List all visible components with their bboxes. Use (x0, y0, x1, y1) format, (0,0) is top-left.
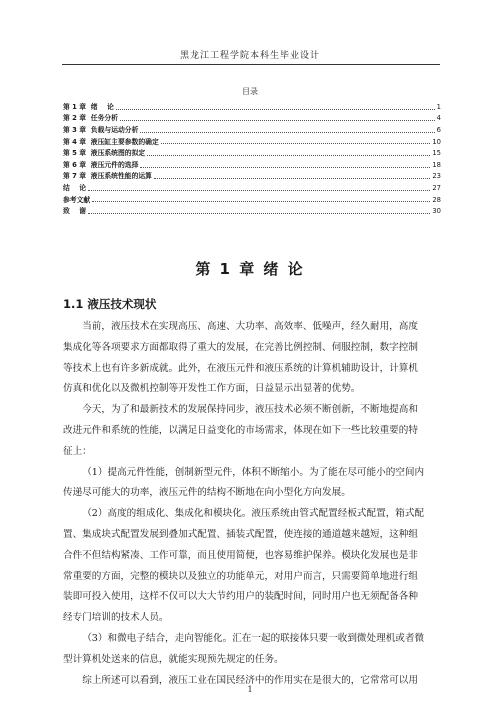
toc-entry[interactable] (63, 203, 441, 215)
paragraph-line: 今天，为了和最新技术的发展保持同步，液压技术必须不断创新，不断地提高和 (82, 404, 418, 416)
toc-entry[interactable] (63, 122, 441, 134)
toc-entry-title: 致 谢 (63, 207, 87, 216)
paragraph-line: 当前，液压技术在实现高压、高速、大功率、高效率、低噪声，经久耐用，高度 (82, 321, 418, 332)
toc-entry-title: 第 6 章 液压元件的选择 (63, 160, 139, 169)
toc-leader-dots (140, 132, 434, 133)
header-divider (62, 64, 440, 65)
toc-entry-title: 第 7 章 液压系统性能的运算 (63, 172, 152, 181)
toc-leader-dots (88, 213, 430, 214)
toc-title: 目录 (242, 87, 258, 96)
paragraph-line: （2）高度的组成化、集成化和模块化。液压系统由管式配置经板式配置，箱式配 (82, 508, 425, 520)
paragraph (63, 629, 441, 671)
toc-entry-page: 28 (432, 195, 441, 204)
toc-entry-page: 1 (436, 102, 441, 111)
paragraph-line: 仿真和优化以及微机控制等开发性工作方面，日益显示出显著的优势。 (63, 383, 361, 395)
toc-entry[interactable] (63, 134, 441, 146)
paragraph (63, 317, 441, 400)
toc-entry-page: 15 (432, 149, 441, 158)
toc-leader-dots (147, 155, 430, 156)
paragraph-line: 经专门培训的技术人员。 (63, 612, 169, 624)
paragraph-line: 集成化等各项要求方面都取得了重大的发展，在完善比例控制、伺服控制，数字控制 (63, 341, 418, 353)
toc-entry-page: 6 (436, 125, 441, 134)
toc-entry[interactable] (63, 157, 441, 169)
toc-entry-title: 结 论 (63, 183, 87, 192)
toc-leader-dots (140, 167, 430, 168)
paragraph-line: （1）提高元件性能，创制新型元件，体积不断缩小。为了能在尽可能小的空间内 (82, 466, 425, 478)
toc-leader-dots (92, 201, 430, 202)
section-heading: 1.1 液压技术现状 (63, 297, 157, 311)
table-of-contents (63, 99, 441, 215)
toc-entry-page: 23 (432, 172, 441, 181)
paragraph (63, 463, 441, 505)
paragraph-line: 综上所述可以看到，液压工业在国民经济中的作用实在是很大的，它常常可以用 (82, 674, 418, 686)
paragraph-line: （3）和微电子结合，走向智能化。汇在一起的联接体只要一收到微处理机或者微 (82, 632, 425, 644)
toc-entry-page: 10 (432, 137, 441, 146)
toc-leader-dots (88, 190, 430, 191)
toc-entry-page: 30 (432, 207, 441, 216)
paragraph (63, 400, 441, 462)
paragraph-line: 合件不但结构紧凑、工作可靠，而且使用简便，也容易维护保养。模块化发展也是非 (63, 549, 418, 561)
running-header: 黑龙江工程学院本科生毕业设计 (179, 51, 320, 61)
toc-entry-page: 27 (432, 183, 441, 192)
paragraph (63, 504, 441, 629)
paragraph-line: 征上： (63, 445, 92, 457)
toc-entry[interactable] (63, 169, 441, 181)
toc-entry[interactable] (63, 99, 441, 111)
body-text (63, 317, 441, 691)
page-number: 1 (247, 685, 253, 694)
toc-leader-dots (116, 109, 435, 110)
toc-entry-title: 第 2 章 任务分析 (63, 114, 118, 123)
toc-entry-title: 第 3 章 负载与运动分析 (63, 125, 139, 134)
toc-entry[interactable] (63, 192, 441, 204)
paragraph-line: 改进元件和系统的性能，以满足日益变化的市场需求，体现在如下一些比较重要的特 (63, 424, 418, 436)
paragraph-line: 装即可投入使用，这样不仅可以大大节约用户的装配时间，同时用户也无须配备各种 (63, 591, 418, 603)
toc-entry[interactable] (63, 111, 441, 123)
toc-entry-title: 参考文献 (63, 195, 91, 204)
toc-entry-title: 第 1 章 绪 论 (63, 102, 114, 111)
paragraph-line: 常重要的方面，完整的模块以及独立的功能单元，对用户而言，只需要简单地进行组 (63, 570, 418, 582)
toc-entry-page: 4 (436, 114, 441, 123)
toc-leader-dots (154, 178, 430, 179)
toc-leader-dots (120, 120, 435, 121)
toc-entry-page: 18 (432, 160, 441, 169)
paragraph-line: 传递尽可能大的功率，液压元件的结构不断地在向小型化方向发展。 (63, 487, 351, 499)
toc-entry[interactable] (63, 180, 441, 192)
toc-leader-dots (161, 143, 431, 144)
paragraph-line: 置、集成块式配置发展到叠加式配置、插装式配置，使连接的通道越来越短，这种组 (63, 528, 418, 540)
chapter-heading: 第 1 章 绪 论 (195, 260, 305, 278)
toc-entry-title: 第 5 章 液压系统图的拟定 (63, 149, 146, 158)
toc-entry[interactable] (63, 145, 441, 157)
paragraph-line: 型计算机处送来的信息，就能实现预先规定的任务。 (63, 653, 284, 665)
toc-entry-title: 第 4 章 液压缸主要参数的确定 (63, 137, 159, 146)
paragraph-line: 等技术上也有许多新成就。此外，在液压元件和液压系统的计算机辅助设计，计算机 (63, 362, 418, 374)
